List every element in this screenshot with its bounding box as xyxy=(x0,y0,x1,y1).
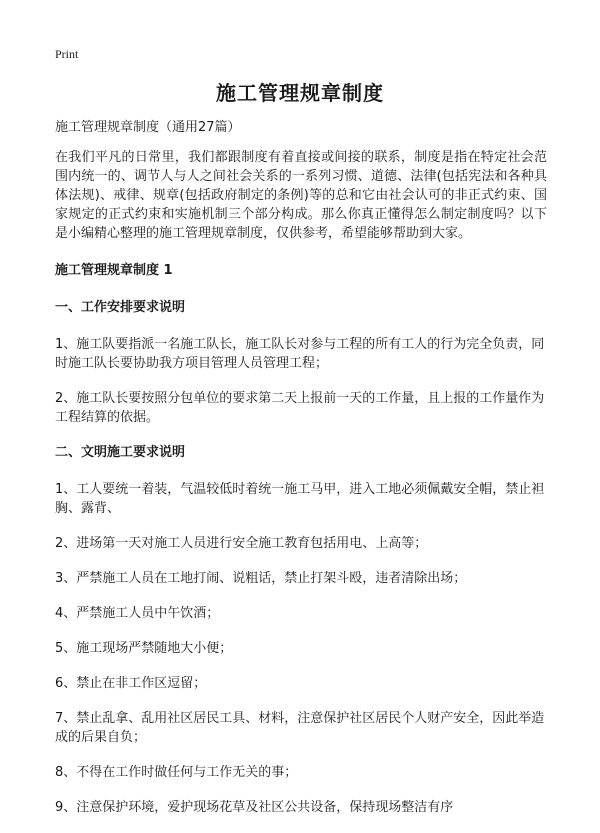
list-item: 8、不得在工作时做任何与工作无关的事； xyxy=(55,765,298,780)
list-item: 6、禁止在非工作区逗留； xyxy=(55,676,207,691)
print-link[interactable]: Print xyxy=(55,47,79,61)
document-body xyxy=(55,118,547,833)
list-item: 9、注意保护环境，爱护现场花草及社区公共设备，保持现场整洁有序 xyxy=(55,800,454,815)
list-item: 2、进场第一天对施工人员进行安全施工教育包括用电、上高等； xyxy=(55,536,428,551)
list-item: 7、禁止乱拿、乱用社区居民工具、材料，注意保护社区居民个人财产安全，因此举造成的后果自负； xyxy=(55,711,545,745)
list-item: 2、施工队长要按照分包单位的要求第二天上报前一天的工作量，且上报的工作量作为工程结算的依据。 xyxy=(55,391,545,425)
part1-heading: 一、工作安排要求说明 xyxy=(55,300,186,315)
document-subtitle: 施工管理规章制度（通用27篇） xyxy=(55,120,241,135)
list-item: 1、工人要统一着装，气温较低时着统一施工马甲，进入工地必须佩戴安全帽，禁止袒胸、露背、 xyxy=(55,482,545,516)
list-item: 5、施工现场严禁随地大小便； xyxy=(55,641,233,656)
list-item: 3、严禁施工人员在工地打闹、说粗话，禁止打架斗殴，违者清除出场； xyxy=(55,571,467,586)
list-item: 1、施工队要指派一名施工队长，施工队长对参与工程的所有工人的行为完全负责，同时施工队长要协助我方项目管理人员管理工程； xyxy=(55,337,545,371)
part2-heading: 二、文明施工要求说明 xyxy=(55,445,186,460)
page-title: 施工管理规章制度 xyxy=(216,81,384,105)
section-heading: 施工管理规章制度 1 xyxy=(55,263,173,278)
intro-paragraph: 在我们平凡的日常里，我们都跟制度有着直接或间接的联系，制度是指在特定社会范围内统一的、调节人与人之间社会关系的一系列习惯、道德、法律(包括宪法和各种具体法规)、戒律、规章(包括政府制定的条例)等的总和它由社会认可的非正式约束、国家规定的正式约束和实施机制三个部分构成。那么你真正懂得怎么制定制度吗？以下是小编精心整理的施工管理规章制度，仅供参考，希望能够帮助到大家。 xyxy=(55,150,547,241)
list-item: 4、严禁施工人员中午饮酒； xyxy=(55,606,220,621)
